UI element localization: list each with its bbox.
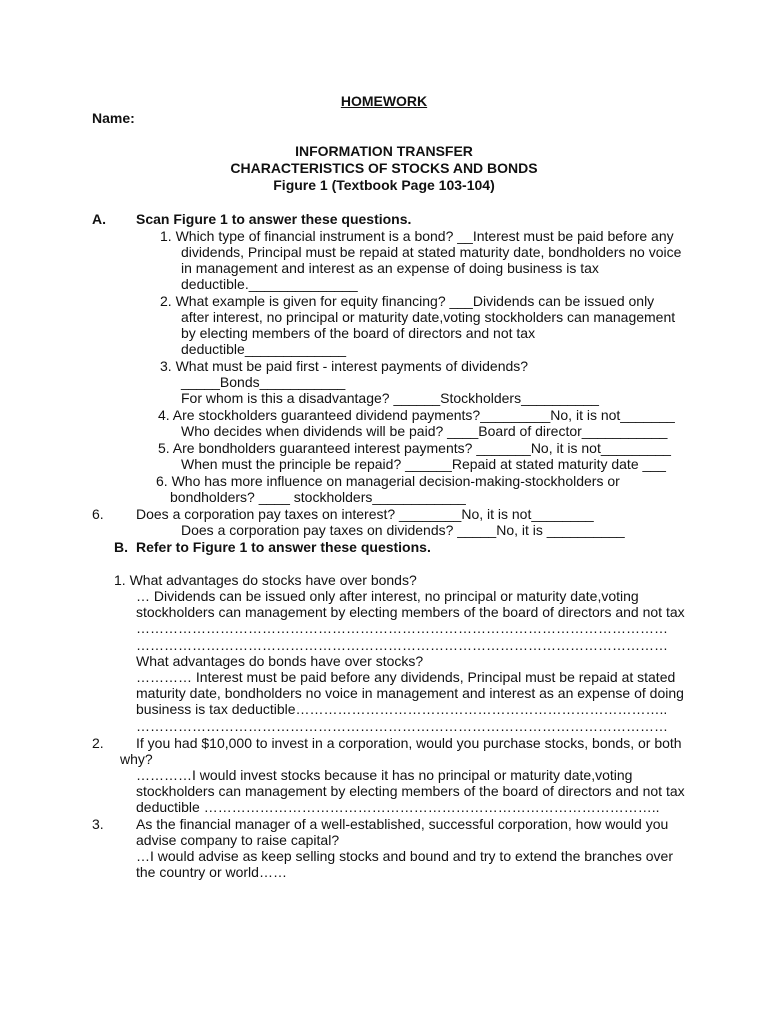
question-a7-line: Does a corporation pay taxes on interest? ________No, it is not________ xyxy=(136,506,594,522)
question-b1b-line: What advantages do bonds have over stocks? xyxy=(136,653,424,669)
section-b-heading: Refer to Figure 1 to answer these questions. xyxy=(136,539,431,555)
answer-b1-dots: …………………………………………………………………………………………………… xyxy=(136,637,668,653)
name-label: Name: xyxy=(92,110,135,126)
answer-a4-line: Who decides when dividends will be paid? ____Board of director___________ xyxy=(181,423,668,439)
answer-a5-line: When must the principle be repaid? ______Repaid at stated maturity date ___ xyxy=(181,456,666,472)
question-a1-line: 1. Which type of financial instrument is a bond? __Interest must be paid before any xyxy=(160,228,674,244)
answer-b2-line: stockholders can management by electing members of the board of directors and not tax xyxy=(136,783,685,799)
answer-b1b-dots: …………………………………………………………………………………………………… xyxy=(136,718,668,734)
question-a4-line: 4. Are stockholders guaranteed dividend payments?_________No, it is not_______ xyxy=(158,407,675,423)
answer-a2-line: after interest, no principal or maturity date,voting stockholders can management xyxy=(181,309,676,325)
answer-b1-dots: …………………………………………………………………………………………………… xyxy=(136,620,668,636)
answer-a3-line: For whom is this a disadvantage? ______Stockholders__________ xyxy=(181,390,599,406)
subtitle-information-transfer: INFORMATION TRANSFER xyxy=(295,143,473,159)
answer-b3-line: …I would advise as keep selling stocks and bound and try to extend the branches over xyxy=(136,848,673,864)
subtitle-figure-reference: Figure 1 (Textbook Page 103-104) xyxy=(273,177,495,193)
answer-a1-line: dividends, Principal must be repaid at stated maturity date, bondholders no voice xyxy=(181,244,682,260)
answer-b1b-line: business is tax deductible…………………………………………………………………….. xyxy=(136,701,668,717)
answer-b2-line: deductible …………………………………………………………………………………….. xyxy=(136,799,660,815)
answer-a1-line: in management and interest as an expense of doing business is tax xyxy=(181,260,599,276)
question-a2-line: 2. What example is given for equity financing? ___Dividends can be issued only xyxy=(160,293,655,309)
answer-b1-line: … Dividends can be issued only after interest, no principal or maturity date,voting xyxy=(136,588,639,604)
section-b-letter: B. xyxy=(114,539,128,555)
homework-title: HOMEWORK xyxy=(340,93,428,109)
answer-a6-line: bondholders? ____ stockholders____________ xyxy=(170,489,466,505)
question-b2-line: why? xyxy=(120,751,153,767)
answer-b1-line: stockholders can management by electing members of the board of directors and not tax xyxy=(136,604,685,620)
answer-a3-line: _____Bonds___________ xyxy=(181,374,346,390)
question-b3-number: 3. xyxy=(92,816,104,832)
question-a7-number: 6. xyxy=(92,506,104,522)
subtitle-characteristics: CHARACTERISTICS OF STOCKS AND BONDS xyxy=(230,160,538,176)
question-b2-line: If you had $10,000 to invest in a corporation, would you purchase stocks, bonds, or both xyxy=(136,735,682,751)
question-b3-line: advise company to raise capital? xyxy=(136,832,340,848)
section-a-heading: Scan Figure 1 to answer these questions. xyxy=(136,211,412,227)
question-a6-line: 6. Who has more influence on managerial decision-making-stockholders or xyxy=(156,473,620,489)
question-a5-line: 5. Are bondholders guaranteed interest payments? _______No, it is not_________ xyxy=(158,440,671,456)
question-a3-line: 3. What must be paid first - interest payments of dividends? xyxy=(160,358,529,374)
answer-a2-line: deductible_____________ xyxy=(181,341,347,357)
question-b1-line: 1. What advantages do stocks have over bonds? xyxy=(114,572,417,588)
answer-a1-line: deductible.______________ xyxy=(181,276,358,292)
section-a-letter: A. xyxy=(92,211,106,227)
question-b3-line: As the financial manager of a well-established, successful corporation, how would you xyxy=(136,816,669,832)
answer-b1b-line: maturity date, bondholders no voice in management and interest as an expense of doing xyxy=(136,685,684,701)
answer-a2-line: by electing members of the board of directors and not tax xyxy=(181,325,536,341)
answer-b3-line: the country or world…… xyxy=(136,864,287,880)
question-b2-number: 2. xyxy=(92,735,104,751)
answer-b1b-line: ………… Interest must be paid before any dividends, Principal must be repaid at stated xyxy=(136,669,676,685)
question-a7-line: Does a corporation pay taxes on dividends? _____No, it is __________ xyxy=(181,522,625,538)
answer-b2-line: …………I would invest stocks because it has no principal or maturity date,voting xyxy=(136,767,633,783)
